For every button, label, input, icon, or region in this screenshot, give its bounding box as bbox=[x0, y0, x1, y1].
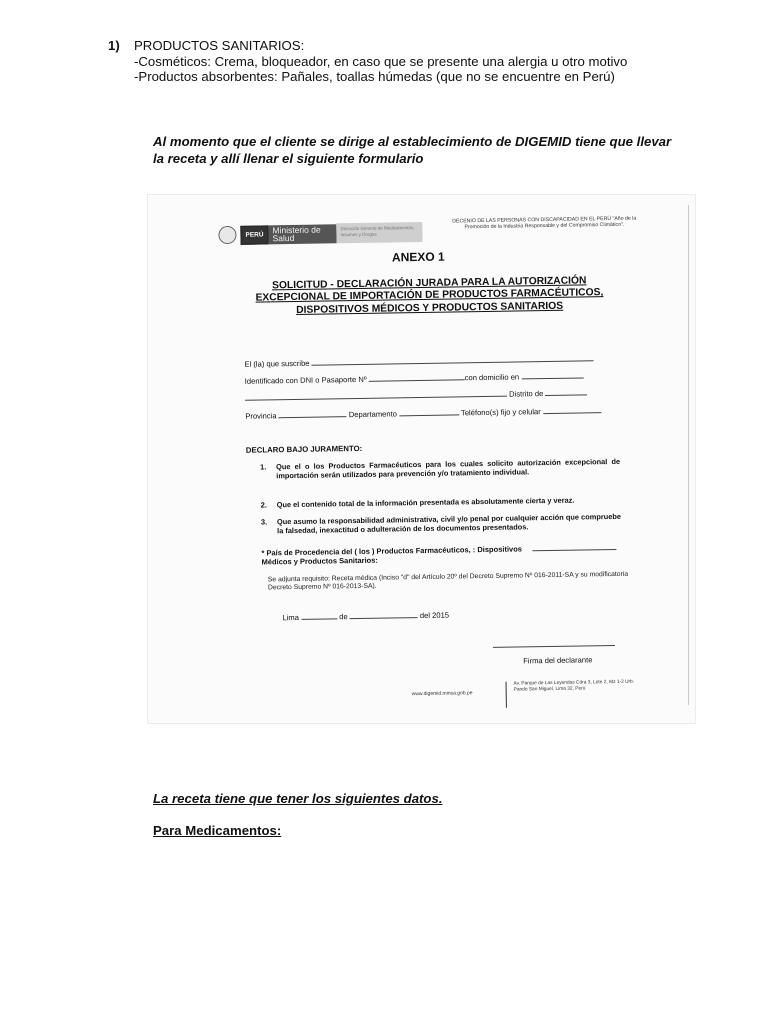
digemid-address: Av. Parque de Las Leyendas Cdra 3, Lote 2, Mz 1-2 Urb. Pando San Miguel, Lima 32, Perú bbox=[513, 679, 635, 693]
field-dni-line bbox=[369, 371, 465, 382]
item-text: Que asumo la responsabilidad administrativa, civil y/o penal por cualquier acción que compruebe la falsedad, inexactitud o adulteración de los documentos presentados. bbox=[276, 511, 621, 536]
item-number: 3. bbox=[260, 517, 268, 527]
item-text: Que el o los Productos Farmacéuticos para los cuales solicito autorización excepcional de importación serán utilizados para prevención y/o tratamiento individual. bbox=[276, 456, 621, 481]
footer-divider bbox=[506, 682, 507, 708]
medicamentos-heading: Para Medicamentos: bbox=[153, 823, 282, 838]
field-dni-label: Identificado con DNI o Pasaporte Nº bbox=[244, 374, 367, 386]
firma-label: Firma del declarante bbox=[523, 655, 593, 666]
cosmeticos-line: -Cosméticos: Crema, bloqueador, en caso que se presente una alergia u otro motivo bbox=[134, 53, 628, 69]
field-provincia-label: Provincia bbox=[245, 411, 277, 421]
item-text: Que el contenido total de la información presentada es absolutamente cierta y veraz. bbox=[276, 495, 575, 510]
pais-line bbox=[532, 541, 616, 551]
item-number: 1. bbox=[260, 462, 267, 472]
declaration-item bbox=[261, 495, 621, 510]
lima-date bbox=[282, 609, 449, 623]
lima-day-line bbox=[301, 610, 337, 620]
adjunta-requisito: Se adjunta requisito: Receta médica (Inciso "d" del Artículo 20º del Decreto Supremo Nº 016-2011-SA y su modificatoria Decreto Supremo Nº 016-2013-SA). bbox=[267, 570, 629, 592]
logo-digemid-text: Dirección General de Medicamentos, Insumos y Drogas bbox=[336, 222, 422, 243]
field-distrito-label: Distrito de bbox=[509, 389, 544, 399]
digemid-website: www.digemid.minsa.gob.pe bbox=[411, 690, 473, 698]
scanned-form-image bbox=[148, 195, 695, 723]
field-telefono-label: Teléfono(s) fijo y celular bbox=[460, 407, 541, 418]
field-distrito bbox=[245, 386, 588, 402]
item-number: 2. bbox=[260, 500, 267, 510]
field-dni bbox=[245, 369, 584, 385]
receta-heading: La receta tiene que tener los siguientes datos. bbox=[153, 791, 443, 806]
field-address-line bbox=[245, 388, 507, 401]
pais-procedencia: * País de Procedencia del ( los ) Productos Farmacéuticos, : Dispositivos Médicos y Productos Sanitarios: bbox=[261, 544, 522, 567]
lima-label: Lima bbox=[282, 612, 300, 623]
logo-peru-text: PERÚ bbox=[240, 225, 268, 244]
minsa-logo bbox=[218, 222, 422, 245]
field-domicilio-label: con domicilio en bbox=[464, 372, 520, 383]
declaration-item bbox=[260, 457, 620, 481]
field-departamento-line bbox=[399, 406, 459, 416]
field-departamento-label: Departamento bbox=[348, 409, 397, 420]
declaro-heading: DECLARO BAJO JURAMENTO: bbox=[245, 443, 363, 455]
field-suscribe bbox=[244, 352, 593, 368]
lima-month-line bbox=[350, 609, 418, 619]
anexo-title: ANEXO 1 bbox=[391, 249, 445, 265]
field-provincia-line bbox=[279, 408, 347, 418]
field-domicilio-line bbox=[521, 369, 583, 379]
absorbentes-line: -Productos absorbentes: Pañales, toallas húmedas (que no se encuentre en Perú) bbox=[134, 69, 615, 84]
signature-line bbox=[493, 645, 615, 648]
peru-crest-icon bbox=[218, 226, 236, 244]
section-heading: PRODUCTOS SANITARIOS: bbox=[134, 38, 305, 53]
logo-ministerio-text: Ministerio de Salud bbox=[268, 224, 336, 244]
decenio-header: DECENIO DE LAS PERSONAS CON DISCAPACIDAD EN EL PERÚ "Año de la Promoción de la Industria Responsable y del Compromiso Climático". bbox=[452, 215, 637, 231]
declaration-item bbox=[261, 512, 621, 536]
field-provincia bbox=[245, 404, 601, 421]
form-title: SOLICITUD - DECLARACIÓN JURADA PARA LA AUTORIZACIÓN EXCEPCIONAL DE IMPORTACIÓN DE PRODUCTOS FARMACÉUTICOS, DISPOSITIVOS MÉDICOS Y PRODUCTOS SANITARIOS bbox=[255, 275, 604, 316]
field-telefono-line bbox=[543, 404, 601, 414]
de-label: de bbox=[339, 612, 348, 622]
field-suscribe-line bbox=[312, 352, 594, 365]
form-document bbox=[148, 195, 695, 723]
intro-paragraph: Al momento que el cliente se dirige al establecimiento de DIGEMID tiene que llevar la receta y allí llenar el siguiente formulario bbox=[153, 134, 672, 166]
year-label: del 2015 bbox=[419, 610, 450, 621]
field-suscribe-label: El (la) que suscribe bbox=[244, 358, 310, 369]
section-number: 1) bbox=[108, 38, 120, 53]
field-distrito-line bbox=[545, 386, 587, 396]
